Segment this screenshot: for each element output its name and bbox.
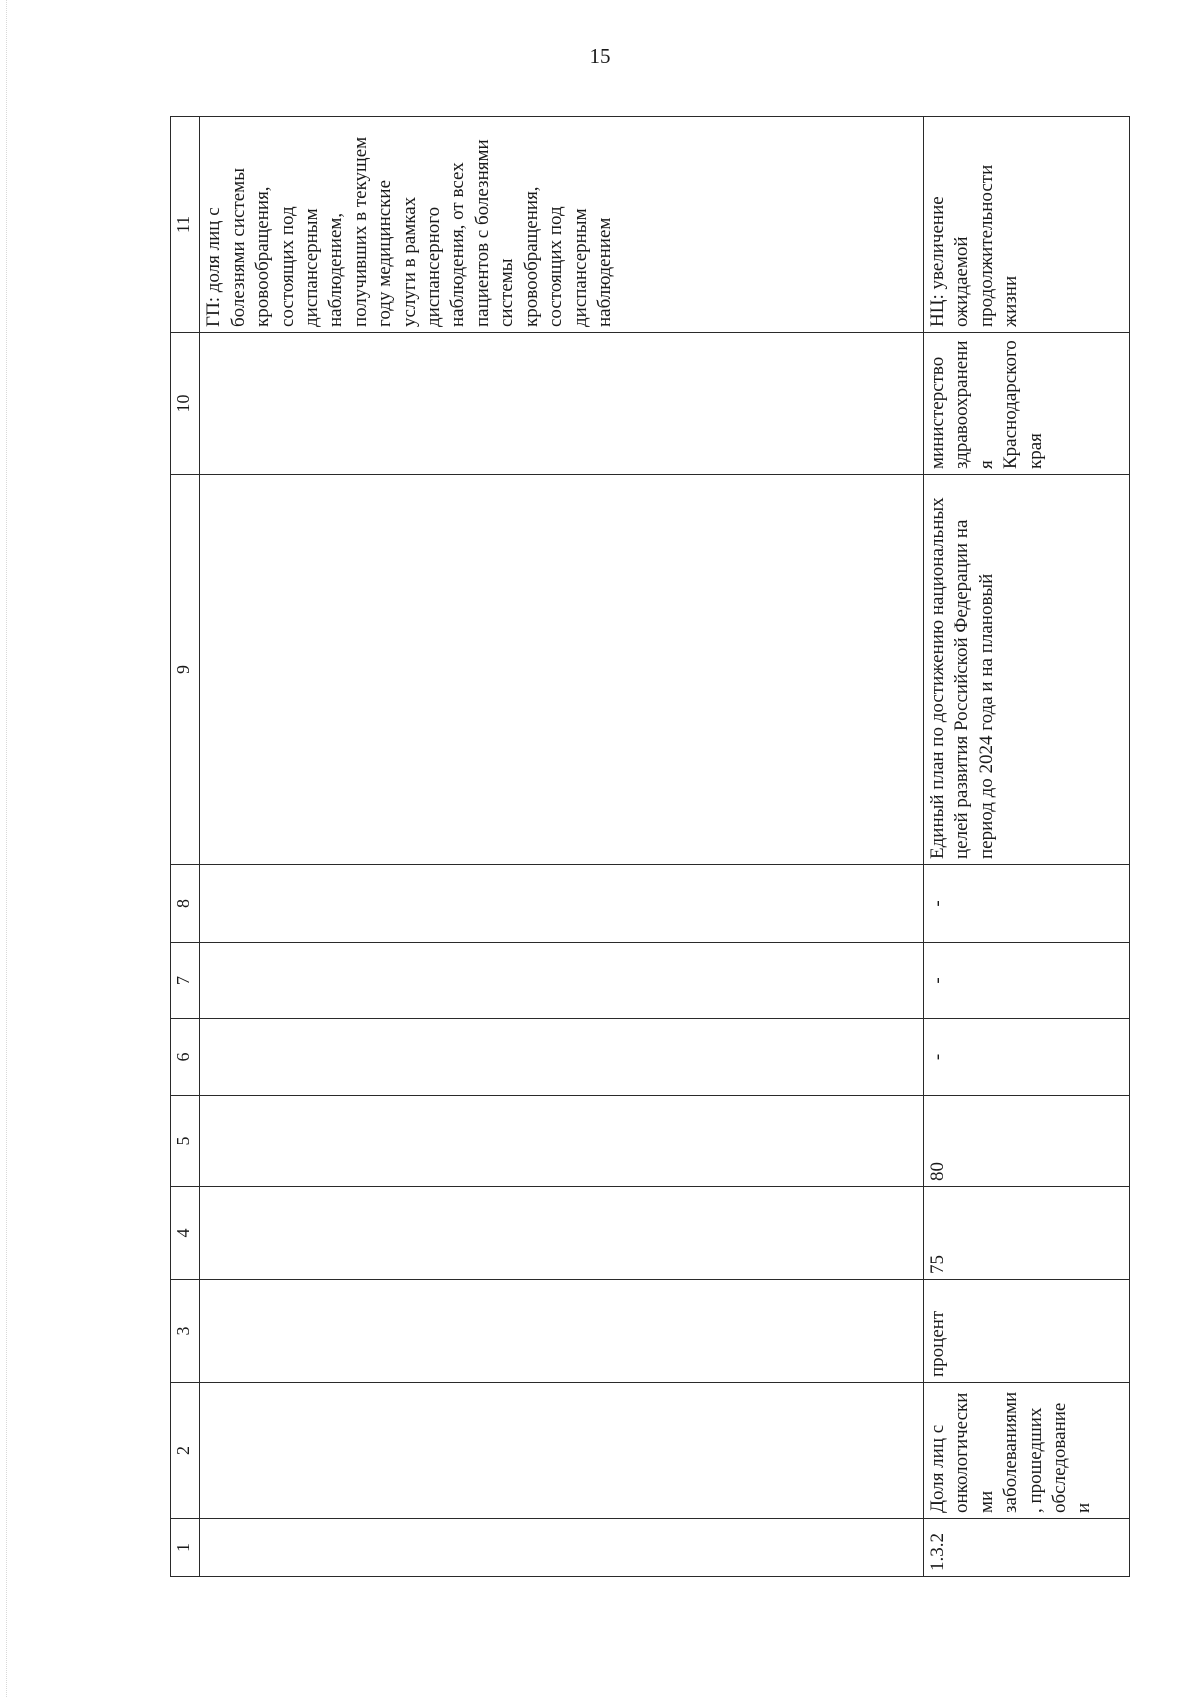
cell-empty [200, 1383, 924, 1519]
cell-value-col4: 75 [923, 1187, 1129, 1280]
cell-value-col5: 80 [923, 1096, 1129, 1187]
cell-empty [200, 1280, 924, 1383]
cell-unit: процент [923, 1280, 1129, 1383]
rotated-table-sheet [170, 117, 1130, 1577]
cell-value-col6: - [923, 1019, 1129, 1096]
table-row-1-3-2 [923, 117, 1129, 1577]
cell-value-col8: - [923, 865, 1129, 943]
col-number-7: 7 [171, 943, 200, 1019]
page-number: 15 [589, 44, 611, 68]
col-number-2: 2 [171, 1383, 200, 1519]
col-number-6: 6 [171, 1019, 200, 1096]
indicators-table [170, 116, 1130, 1577]
column-number-row [171, 117, 200, 1577]
col-number-1: 1 [171, 1519, 200, 1577]
cell-responsible: министерство здравоохранения Краснодарского края [923, 333, 1129, 475]
col-number-11: 11 [171, 117, 200, 333]
scan-edge-line [6, 0, 8, 1697]
col-number-5: 5 [171, 1096, 200, 1187]
cell-empty [200, 1519, 924, 1577]
cell-empty [200, 865, 924, 943]
cell-indicator-gp: ГП: доля лиц с болезнями системы кровообращения, состоящих под диспансерным наблюдением, получивших в текущем году медицинские услуги в рамках диспансерного наблюдения, от всех пациентов с болезнями системы кровообращения, состоящих под диспансерным наблюдением [200, 117, 924, 333]
cell-indicator-nc: НЦ: увеличение ожидаемой продолжительности жизни [923, 117, 1129, 333]
cell-empty [200, 1187, 924, 1280]
cell-indicator-name: Доля лиц с онкологическими заболеваниями, прошедших обследование и [923, 1383, 1129, 1519]
cell-empty [200, 1019, 924, 1096]
cell-empty [200, 333, 924, 475]
table-row-continued [200, 117, 924, 1577]
cell-value-col7: - [923, 943, 1129, 1019]
col-number-8: 8 [171, 865, 200, 943]
col-number-10: 10 [171, 333, 200, 475]
cell-row-number: 1.3.2 [923, 1519, 1129, 1577]
cell-empty [200, 475, 924, 865]
col-number-4: 4 [171, 1187, 200, 1280]
cell-empty [200, 1096, 924, 1187]
cell-empty [200, 943, 924, 1019]
cell-source-document: Единый план по достижению национальных целей развития Российской Федерации на период до 2024 года и на плановый [923, 475, 1129, 865]
col-number-9: 9 [171, 475, 200, 865]
col-number-3: 3 [171, 1280, 200, 1383]
